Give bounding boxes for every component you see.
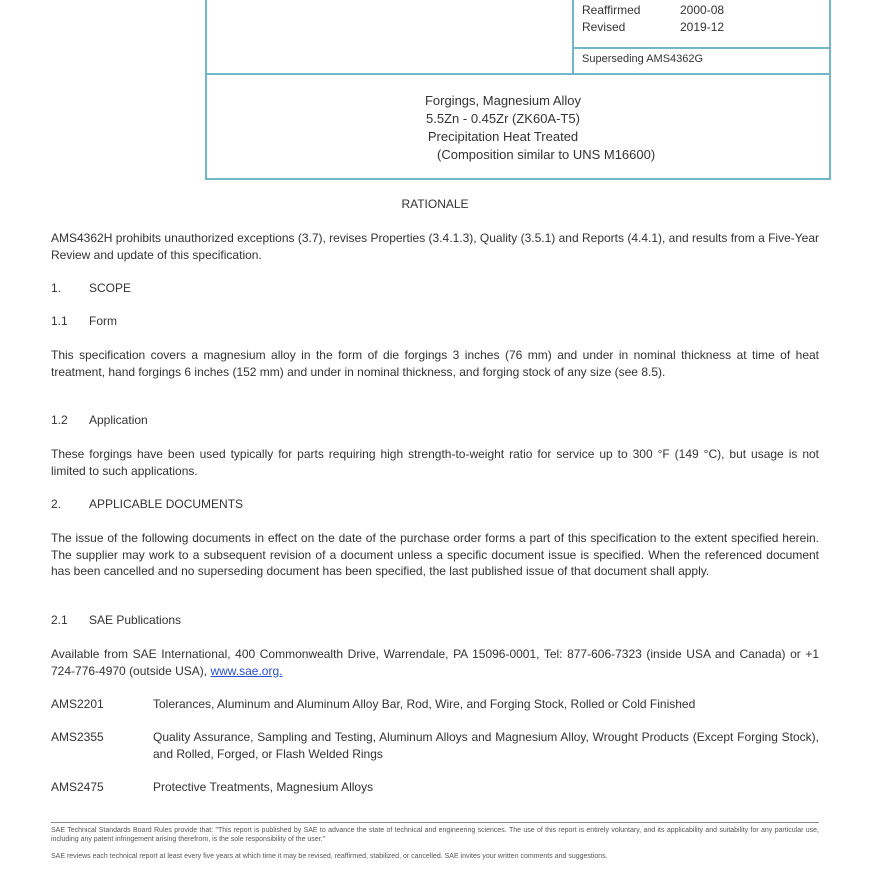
footer-note-1: SAE Technical Standards Board Rules provide that: "This report is published by SAE to advance the state of technical and engineering sciences. The use of this report is entirely voluntary, and its applicability and suitability for any particular use, including any patent infringement arising therefrom, is the sole responsibility of the user." bbox=[51, 827, 819, 843]
title-line-4: (Composition similar to UNS M16600) bbox=[437, 147, 656, 162]
section-number: 1.2 bbox=[51, 413, 68, 427]
document-code: AMS2201 bbox=[51, 697, 104, 711]
section-number: 2. bbox=[51, 497, 62, 511]
section-2-1-heading bbox=[51, 613, 181, 627]
document-code: AMS2475 bbox=[51, 780, 104, 794]
section-title: Form bbox=[89, 314, 117, 328]
section-title: Application bbox=[89, 413, 148, 427]
rationale-text: AMS4362H prohibits unauthorized exceptions (3.7), revises Properties (3.4.1.3), Quality (3.5.1) and Reports (4.4.1), and results from a Five-Year Review and update of this specification. bbox=[51, 231, 819, 262]
header-divider-vertical bbox=[572, 0, 574, 73]
document-code: AMS2355 bbox=[51, 730, 104, 744]
document-title: Quality Assurance, Sampling and Testing, Aluminum Alloys and Magnesium Alloy, Wrought Products (Except Forging Stock), and Rolled, Forged, or Flash Welded Rings bbox=[153, 730, 819, 761]
document-title: Protective Treatments, Magnesium Alloys bbox=[153, 780, 374, 794]
section-number: 1. bbox=[51, 281, 62, 295]
revised-label: Revised bbox=[582, 20, 626, 34]
section-2-text: The issue of the following documents in effect on the date of the purchase order forms a part of this specification to the extent specified herein. The supplier may work to a subsequent revision of a document unless a specific document issue is specified. When the referenced document has been cancelled and no superseding document has been specified, the last published issue of that document shall apply. bbox=[51, 531, 819, 578]
section-1-2-text: These forgings have been used typically for parts requiring high strength-to-weight ratio for service up to 300 °F (149 °C), but usage is not limited to such applications. bbox=[51, 447, 819, 478]
title-line-2: 5.5Zn - 0.45Zr (ZK60A-T5) bbox=[426, 111, 580, 126]
sae-website-link[interactable]: www.sae.org. bbox=[210, 663, 283, 678]
section-title: SCOPE bbox=[89, 281, 132, 295]
revised-date: 2019-12 bbox=[680, 20, 725, 34]
title-box bbox=[205, 73, 831, 180]
header-box bbox=[205, 0, 831, 75]
section-number: 2.1 bbox=[51, 613, 68, 627]
section-1-2-heading bbox=[51, 413, 148, 427]
title-line-3: Precipitation Heat Treated bbox=[427, 129, 579, 144]
footer-note-2: SAE reviews each technical report at least every five years at which time it may be revised, reaffirmed, stabilized, or cancelled. SAE invites your written comments and suggestions. bbox=[51, 853, 608, 860]
title-line-1: Forgings, Magnesium Alloy bbox=[424, 93, 582, 108]
footer-divider bbox=[51, 822, 819, 823]
header-divider-horizontal bbox=[572, 47, 829, 49]
section-2-heading bbox=[51, 497, 243, 511]
section-2-1-text bbox=[51, 646, 819, 679]
section-1-heading bbox=[51, 281, 131, 295]
section-title: APPLICABLE DOCUMENTS bbox=[89, 497, 244, 511]
section-number: 1.1 bbox=[51, 314, 68, 328]
reaffirmed-date: 2000-08 bbox=[680, 3, 725, 17]
sae-address: Available from SAE International, 400 Commonwealth Drive, Warrendale, PA 15096-0001, Tel: 877-606-7323 (inside USA and Canada) or +1 724-776-4970 (outside USA), bbox=[51, 647, 819, 678]
section-1-1-text: This specification covers a magnesium alloy in the form of die forgings 3 inches (76 mm) and under in nominal thickness at time of heat treatment, hand forgings 6 inches (152 mm) and under in nominal thickness, and forging stock of any size (see 8.5). bbox=[51, 348, 819, 379]
section-title: SAE Publications bbox=[89, 613, 182, 627]
section-1-1-heading bbox=[51, 314, 117, 328]
superseding-note: Superseding AMS4362G bbox=[582, 53, 704, 65]
reaffirmed-label: Reaffirmed bbox=[582, 3, 641, 17]
rationale-heading: RATIONALE bbox=[401, 197, 469, 211]
document-title: Tolerances, Aluminum and Aluminum Alloy Bar, Rod, Wire, and Forging Stock, Rolled or Cold Finished bbox=[153, 697, 696, 711]
